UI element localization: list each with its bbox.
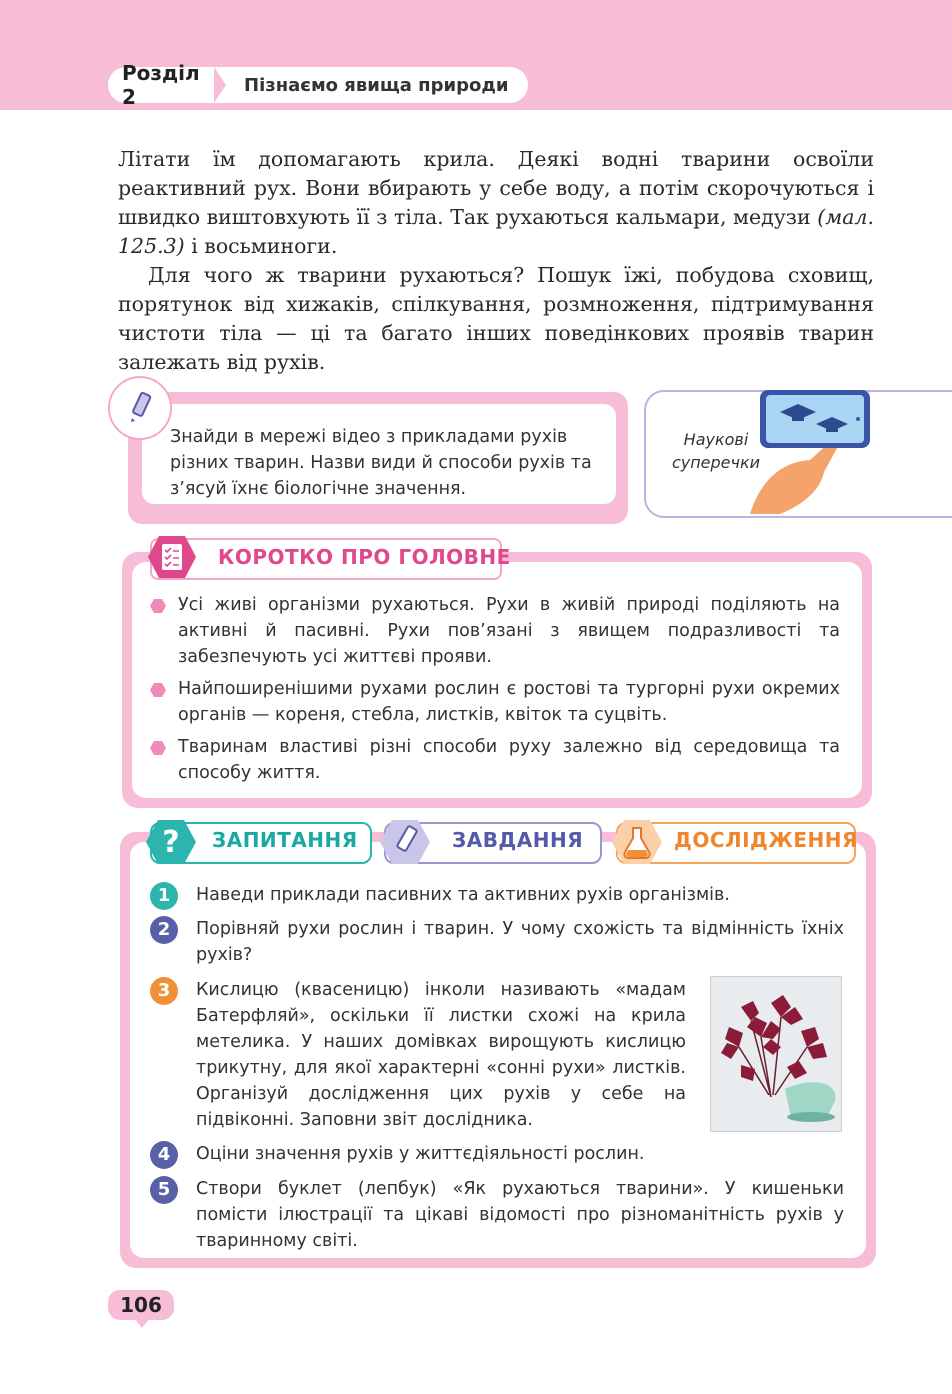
phone-hand-icon xyxy=(740,382,880,514)
paragraph-1 xyxy=(118,145,874,261)
bullet-icon xyxy=(150,599,166,613)
question-text: Створи буклет (лепбук) «Як рухаються тварини». У кишеньки помісти ілюстрації та цікаві відомості про різноманітність рухів у тваринному світі. xyxy=(196,1179,844,1251)
tab-research-label: ДОСЛІДЖЕННЯ xyxy=(674,828,858,852)
chapter-arrow-icon xyxy=(214,67,226,103)
science-label: Наукові суперечки xyxy=(671,430,761,472)
oxalis-plant-photo xyxy=(710,976,842,1132)
paragraph-1-end: і восьминоги. xyxy=(184,234,338,258)
question-number: 1 xyxy=(150,882,178,910)
tab-tasks-label: ЗАВДАННЯ xyxy=(452,828,584,852)
page-badge-tail xyxy=(134,1318,150,1328)
summary-item-text: Тваринам властиві різні способи руху залежно від середовища та способу життя. xyxy=(178,737,840,783)
summary-item-text: Усі живі організми рухаються. Рухи в живій природі поділяють на активні й пасивні. Рухи пов’язані з явищем подразливості та забезпечують усі життєві прояви. xyxy=(178,595,840,667)
task-text: Знайди в мережі відео з прикладами рухів різних тварин. Назви види й способи рухів та з’ясуй їхнє біологічне значення. xyxy=(170,427,592,499)
bullet-icon xyxy=(150,741,166,755)
question-text: Кислицю (квасеницю) інколи називають «мадам Батерфляй», оскільки її листки схожі на крила метелика. У наших домівках вирощують кислицю трикутну, для якої характерні «сонні рухи» листків. Організуй дослідження цих рухів у себе на підвіконні. Заповни звіт дослідника. xyxy=(196,980,686,1130)
question-text: Порівняй рухи рослин і тварин. У чому схожість та відмінність їхніх рухів? xyxy=(196,919,844,965)
question-number: 2 xyxy=(150,916,178,944)
page-number: 106 xyxy=(108,1290,174,1320)
chapter-title: Пізнаємо явища природи xyxy=(244,74,509,96)
figure-reference: (мал. 125.3) xyxy=(118,205,874,258)
summary-item xyxy=(150,734,840,786)
task-card-inner xyxy=(142,404,616,504)
paragraph-2: Для чого ж тварини рухаються? Пошук їжі, побудова сховищ, порятунок від хижаків, спілкування, розмноження, підтримування чистоти тіла — ці та багато інших поведінкових проявів тварин залежать від рухів. xyxy=(118,263,874,374)
question-text: Оціни значення рухів у життєдіяльності рослин. xyxy=(196,1144,645,1164)
summary-title: КОРОТКО ПРО ГОЛОВНЕ xyxy=(218,545,511,569)
summary-item xyxy=(150,592,840,670)
question-number: 4 xyxy=(150,1141,178,1169)
summary-item-text: Найпоширенішими рухами рослин є ростові та тургорні рухи окремих органів — кореня, стебла, листків, квіток та суцвіть. xyxy=(178,679,840,725)
question-number: 5 xyxy=(150,1176,178,1204)
chapter-pill xyxy=(108,61,528,109)
chapter-number: Розділ 2 xyxy=(122,61,200,109)
pencil-task-icon xyxy=(378,818,432,866)
summary-list xyxy=(150,592,840,792)
tab-questions-label: ЗАПИТАННЯ xyxy=(212,828,358,852)
checklist-icon xyxy=(146,534,198,580)
paragraph-1-start: Літати їм допомагають крила. Деякі водні тварини освоїли реактивний рух. Вони вбирають у себе воду, а потім скорочуються і швидко виштовхують її з тіла. Так рухаються кальмари, медузи xyxy=(118,147,874,229)
question-number: 3 xyxy=(150,977,178,1005)
summary-item xyxy=(150,676,840,728)
task-card xyxy=(128,392,628,524)
pencil-icon xyxy=(108,376,172,440)
svg-text:?: ? xyxy=(162,825,180,860)
flask-icon xyxy=(610,818,664,866)
bullet-icon xyxy=(150,683,166,697)
plant-illustration xyxy=(711,977,841,1131)
question-mark-icon xyxy=(144,818,198,866)
question-text: Наведи приклади пасивних та активних рухів організмів. xyxy=(196,885,730,905)
science-card[interactable] xyxy=(644,390,952,518)
